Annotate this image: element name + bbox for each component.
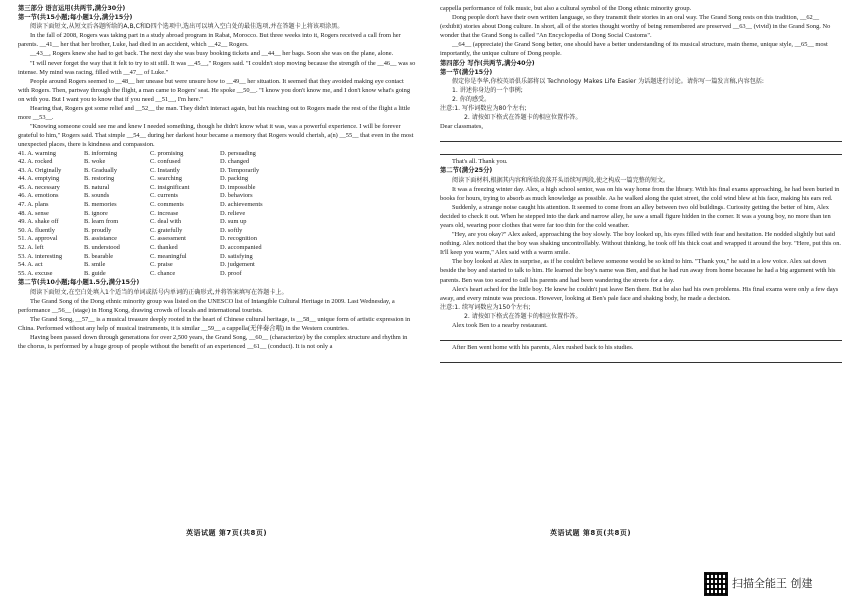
option-spacer <box>290 167 390 176</box>
option-6-0: 47. A. plans <box>18 201 49 209</box>
section2-instructions: 阅读下面短文,在空白处填入1个适当的单词或括号内单词的正确形式,并将答案填写在答题卡上。 <box>30 288 288 296</box>
option-spacer <box>290 184 390 193</box>
grammar-paragraph: Having been passed down through generations for over 2,500 years, the Grand Song, __60__ (characterize) by the complex structure and rhythm in the chorus, is performed by a huge group of people without the benefit of an experienced __61__ (conduct). It is not only a <box>18 333 408 351</box>
continuation-opener-1: Alex took Ben to a nearby restaurant. <box>452 322 548 329</box>
page-footer-8: 英语试题 第8页(共8页) <box>550 529 632 537</box>
option-14-1: B. guide <box>84 269 106 277</box>
answer-line <box>440 144 842 155</box>
cloze-paragraph: People around Rogers seemed to __48__ her unease but were unsure how to __49__ her situation. It seemed that they avoided making eye contact with Rogers. Then, partway through the flight, a man came to Rogers' seat. He spoke __50__. "I know you don't know me, and I don't know what's going on with you. But I want you to know that if you need __51__, I'm here." <box>18 77 411 103</box>
grammar-paragraph: Dong people don't have their own written language, so they transmit their stories in an oral way. The Grand Song rests on this tradition, __62__ (exhibit) stories about Dong culture. In short, all of the stories thought worthy of being remembered are preserved __63__ (vivid) in the Grand Song. No wonder that the Grand Song is called "An Encyclopedia of Dong Social Customs". <box>440 14 831 40</box>
cloze-paragraph: __43__, Rogers knew she had to get back. The next day she was busy booking tickets and __44__ her bags. Soon she was on the plane, alone. <box>30 50 394 58</box>
story-paragraph: It was a freezing winter day. Alex, a high school senior, was on his way home from the library. With his final exams approaching, he had been buried in books for hours, trying to absorb as much knowledge as possible. As he walked along the quiet street, the cold wind blew at his face, making his ears red. <box>440 185 840 202</box>
page-footer-7: 英语试题 第7页(共8页) <box>186 529 268 537</box>
section1-instructions: 阅读下面短文,从短文后各题所给的A,B,C和D四个选项中,选出可以填入空白处的最佳选项,并在答题卡上将该项涂黑。 <box>30 23 344 31</box>
option-5-2: C. currents <box>150 192 179 200</box>
story-paragraph: Suddenly, a strange noise caught his attention. It seemed to come from an alley between two old buildings. Curiosity getting the better of him, Alex decided to check it out. When he stepped into the dark and narrow alley, he saw a small figure hidden in the corner. It was a young boy, no more than ten years old, wearing poor clothes that were far too thin for the cold weather. <box>440 203 831 229</box>
option-6-1: B. memories <box>84 201 117 209</box>
option-5-1: B. sounds <box>84 192 110 200</box>
grammar-continuation: cappella performance of folk music, but also a cultural symbol of the Dong ethnic minority group. <box>440 5 692 12</box>
grammar-paragraph: The Grand Song of the Dong ethnic minority group was listed on the UNESCO list of Intangible Cultural Heritage in 2009. Last Wednesday, a performance __56__ (stage) in Hong Kong, drawing crowds of locals and international tourists. <box>18 297 395 314</box>
option-10-2: C. assessment <box>150 235 186 243</box>
option-13-3: D. judgement <box>220 261 255 269</box>
option-2-1: B. Gradually <box>84 166 118 174</box>
writing2-note: 2. 请按如下格式在答题卡的相应位置作答。 <box>464 312 582 320</box>
option-spacer <box>290 210 390 219</box>
option-5-0: 46. A. emotions <box>18 192 59 200</box>
option-7-0: 48. A. sense <box>18 209 49 217</box>
option-12-3: D. satisfying <box>220 252 253 260</box>
option-10-1: B. assistance <box>84 235 118 243</box>
option-8-0: 49. A. shake off <box>18 218 59 226</box>
exam-page-7 <box>10 0 422 560</box>
writing1-point: 2. 你的感受。 <box>452 95 491 103</box>
grammar-passage <box>18 297 416 352</box>
option-8-1: B. learn from <box>84 218 119 226</box>
option-14-2: C. chance <box>150 269 176 277</box>
option-13-1: B. smile <box>84 261 106 269</box>
writing2-title: 第二节(满分25分) <box>440 167 493 175</box>
option-14-3: D. proof <box>220 269 242 277</box>
writing1-title: 第一节(满分15分) <box>440 68 493 76</box>
option-spacer <box>290 235 390 244</box>
option-spacer <box>290 158 390 167</box>
cloze-paragraph: "Knowing someone could see me and knew I needed something, though he didn't know what it was, was a powerful experience. I will be forever grateful to him," Rogers said. That simple __54__ during her darkest hour became a memory that Rogers would cherish, a(n) __55__ that even in the most unexpected places, there is kindness and compassion. <box>18 123 414 149</box>
part4-title: 第四部分 写作(共两节,满分40分) <box>440 59 535 67</box>
option-spacer <box>290 261 390 270</box>
answer-line <box>440 330 842 341</box>
option-12-2: C. meaningful <box>150 252 187 260</box>
option-spacer <box>290 253 390 262</box>
writing2-note: 注意:1. 续写词数应为150个左右; <box>440 303 531 311</box>
section2-title: 第二节(共10小题;每小题1.5分,满分15分) <box>18 279 140 287</box>
option-4-1: B. natural <box>84 183 110 191</box>
option-0-0: 41. A. warning <box>18 149 56 157</box>
option-0-1: B. informing <box>84 149 118 157</box>
option-8-3: D. sum up <box>220 218 247 226</box>
answer-line <box>440 352 842 363</box>
option-2-2: C. Instantly <box>150 166 180 174</box>
option-0-3: D. persuading <box>220 149 256 157</box>
option-3-1: B. restoring <box>84 175 115 183</box>
option-13-0: 54. A. act <box>18 261 43 269</box>
option-9-0: 50. A. fluently <box>18 226 55 234</box>
option-12-0: 53. A. interesting <box>18 252 63 260</box>
option-12-1: B. bearable <box>84 252 114 260</box>
option-spacer <box>290 227 390 236</box>
story-paragraph: Alex's heart ached for the little boy. He knew he couldn't just leave Ben there. But he also had his own problems. His final exams were only a few days away, and every minute was precious. However, looking at Ben's pale face and shaking body, he made a decision. <box>440 285 839 302</box>
option-10-3: D. recognition <box>220 235 257 243</box>
writing1-note: 2. 请按如下格式在答题卡的相应位置作答。 <box>464 114 582 122</box>
grammar-paragraph: The Grand Song, __57__ is a musical treasure deeply rooted in the heart of Chinese cultural heritage, is __58__ unique form of artistic expression in China. Performed without any help of musical instruments, it is similar __59__ a cappella(无伴奏合唱) in the Western countries. <box>18 315 411 332</box>
option-9-1: B. proudly <box>84 226 112 234</box>
option-9-2: C. gratefully <box>150 226 183 234</box>
closing: That's all. Thank you. <box>452 158 508 166</box>
option-3-0: 44. A. emptying <box>18 175 60 183</box>
writing1-point: 1. 讲述你身边的一个事例; <box>452 86 523 94</box>
option-2-3: D. Temporarily <box>220 166 260 174</box>
option-14-0: 55. A. excuse <box>18 269 53 277</box>
option-spacer <box>290 218 390 227</box>
option-7-3: D. relieve <box>220 209 246 217</box>
writing2-instructions: 阅读下面材料,根据其内容和所给段落开头语续写两段,使之构成一篇完整的短文。 <box>452 176 670 184</box>
exam-page-8 <box>436 0 848 560</box>
section1-title: 第一节(共15小题;每小题1分,满分15分) <box>18 14 133 22</box>
option-7-2: C. increase <box>150 209 179 217</box>
option-13-2: C. praise <box>150 261 173 269</box>
scanner-watermark: 扫描全能王 创建 <box>732 577 813 590</box>
option-spacer <box>290 270 390 279</box>
option-3-2: C. searching <box>150 175 182 183</box>
option-11-1: B. understood <box>84 244 120 252</box>
option-4-0: 45. A. necessary <box>18 183 60 191</box>
grammar-paragraph: __64__ (appreciate) the Grand Song better, one should have a better understanding of its musical structure, main theme, unique style, __65__ most importantly, the unique culture of Dong people. <box>440 41 828 58</box>
option-1-0: 42. A. rocked <box>18 158 53 166</box>
option-spacer <box>290 192 390 201</box>
option-11-3: D. accompanied <box>220 244 262 252</box>
cloze-paragraph: Hearing that, Rogers got some relief and __52__ the man. They didn't interact again, but his reaching out to Rogers made the rest of the flight a little more __53__. <box>18 105 411 122</box>
option-4-2: C. insignificant <box>150 183 190 191</box>
cloze-paragraph: "I will never forget the way that it felt to try to sit still. It was __45__," Rogers said. "I couldn't stop moving because the strength of the __46__ was so intense. My mind was racing, filled with __47__ of Luke." <box>18 59 416 76</box>
option-spacer <box>290 175 390 184</box>
option-2-0: 43. A. Originally <box>18 166 62 174</box>
option-1-1: B. woke <box>84 158 106 166</box>
option-1-3: D. changed <box>220 158 250 166</box>
option-11-2: C. thanked <box>150 244 178 252</box>
cloze-paragraph: In the fall of 2008, Rogers was taking part in a study abroad program in Rabat, Morocco. But three weeks into it, Rogers received a call from her parents. __41__ her that her brother, Luke, had died in an accident, which __42__ Rogers. <box>18 32 401 49</box>
option-0-2: C. promising <box>150 149 184 157</box>
option-9-3: D. softly <box>220 226 243 234</box>
option-8-2: C. deal with <box>150 218 182 226</box>
continuation-opener-2: After Ben went home with his parents, Alex rushed back to his studies. <box>452 344 634 352</box>
option-3-3: D. packing <box>220 175 249 183</box>
story-paragraph: "Hey, are you okay?" Alex asked, approaching the boy slowly. The boy looked up, his eyes filled with fear and hesitation. He nodded slightly but said nothing. Alex noticed that the boy was shaking uncontrollably. Without thinking, he took off his thick coat and wrapped it around the boy. "Here, put this on. It'll keep you warm," Alex said with a warm smile. <box>440 231 841 257</box>
story-passage <box>440 185 842 303</box>
writing1-instructions: 假定你是李华,你校英语俱乐部将以 Technology Makes Life Easier 为话题进行讨论。请你写一篇发言稿,内容包括: <box>452 77 764 85</box>
option-6-3: D. achievements <box>220 201 263 209</box>
option-10-0: 51. A. approval <box>18 235 58 243</box>
cloze-passage <box>18 31 416 149</box>
writing1-note: 注意:1. 写作词数应为80个左右; <box>440 105 527 113</box>
option-spacer <box>290 150 390 159</box>
story-paragraph: The boy looked at Alex in surprise, as if he couldn't believe someone would be so kind to him. "Thank you," he said in a low voice. Alex sat down beside the boy and started to talk to him. He learned the boy's name was Ben, and that he had run away from home because he had a big argument with his parents. Ben was too scared to call his parents and had been wandering the streets for a day. <box>440 258 836 284</box>
option-4-3: D. impossible <box>220 183 256 191</box>
option-6-2: C. comments <box>150 201 184 209</box>
cloze-options <box>18 150 416 279</box>
option-spacer <box>290 244 390 253</box>
option-5-3: D. behaviors <box>220 192 253 200</box>
part-title: 第三部分 语言运用(共两节,满分30分) <box>18 5 126 12</box>
option-spacer <box>290 201 390 210</box>
option-1-2: C. confused <box>150 158 181 166</box>
option-11-0: 52. A. left <box>18 244 44 252</box>
qr-code-icon <box>704 572 728 596</box>
salutation: Dear classmates, <box>440 123 483 131</box>
answer-line <box>440 131 842 142</box>
option-7-1: B. ignore <box>84 209 108 217</box>
